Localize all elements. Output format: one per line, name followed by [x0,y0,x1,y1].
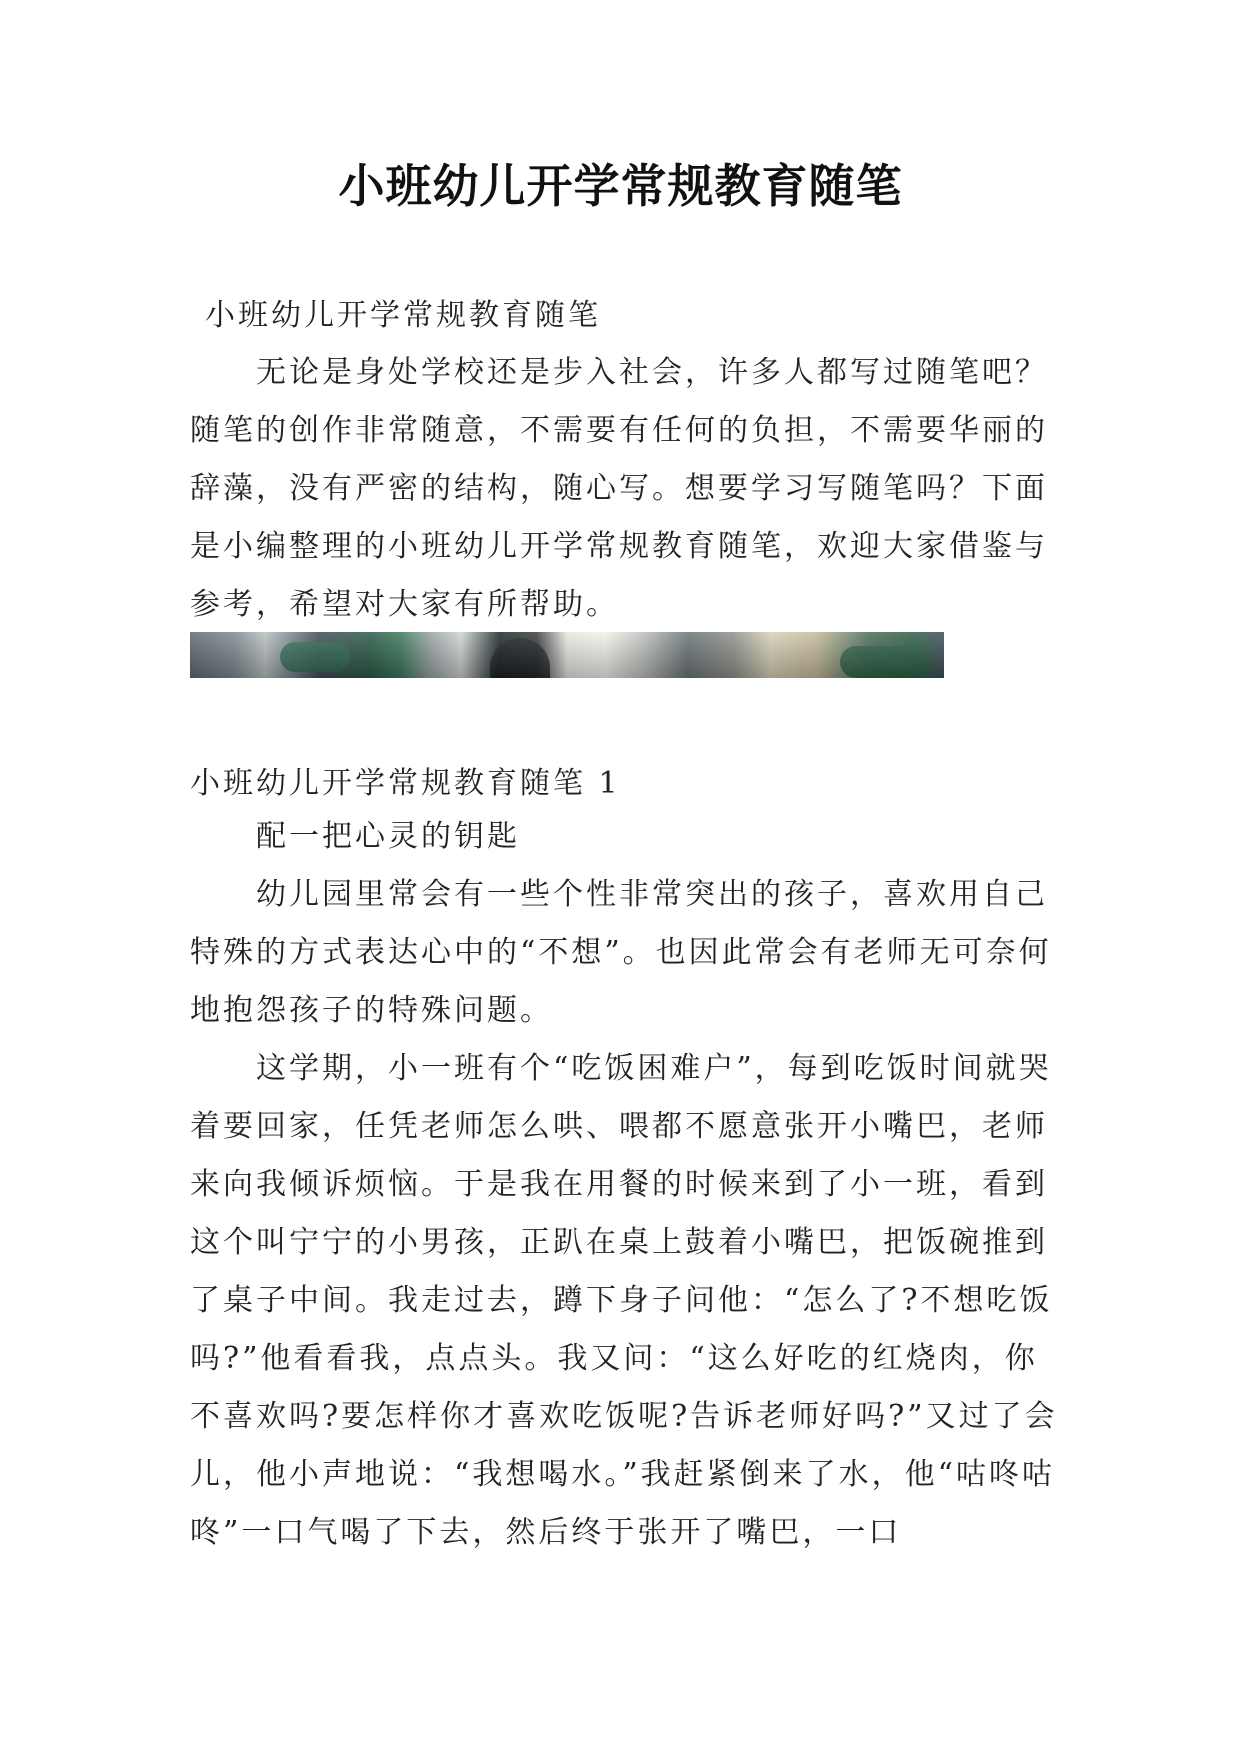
intro-paragraph [190,344,1070,634]
photo-shading [190,632,944,678]
document-subtitle: 小班幼儿开学常规教育随笔 [205,298,601,333]
article-paragraph: 幼儿园里常会有一些个性非常突出的孩子，喜欢用自己特殊的方式表达心中的“不想”。也因此常会有老师无可奈何地抱怨孩子的特殊问题。 [190,877,1052,1028]
article-paragraph: 这学期，小一班有个“吃饭困难户”，每到吃饭时间就哭着要回家，任凭老师怎么哄、喂都不愿意张开小嘴巴，老师来向我倾诉烦恼。于是我在用餐的时候来到了小一班，看到这个叫宁宁的小男孩，正趴在桌上鼓着小嘴巴，把饭碗推到了桌子中间。我走过去，蹲下身子问他：“怎么了?不想吃饭吗?”他看看我，点点头。我又问：“这么好吃的红烧肉，你不喜欢吗?要怎样你才喜欢吃饭呢?告诉老师好吗?”又过了会儿，他小声地说：“我想喝水。”我赶紧倒来了水，他“咕咚咕咚”一口气喝了下去，然后终于张开了嘴巴，一口 [190,1051,1058,1550]
intro-text: 无论是身处学校还是步入社会，许多人都写过随笔吧？随笔的创作非常随意，不需要有任何的负担，不需要华丽的辞藻，没有严密的结构，随心写。想要学习写随笔吗？下面是小编整理的小班幼儿开学常规教育随笔，欢迎大家借鉴与参考，希望对大家有所帮助。 [190,355,1048,622]
classroom-photo-strip [190,632,944,678]
article-paragraph: 配一把心灵的钥匙 [256,819,520,854]
section-heading: 小班幼儿开学常规教育随笔 1 [190,766,621,801]
document-title: 小班幼儿开学常规教育随笔 [338,159,903,213]
article-body [190,808,1070,1562]
